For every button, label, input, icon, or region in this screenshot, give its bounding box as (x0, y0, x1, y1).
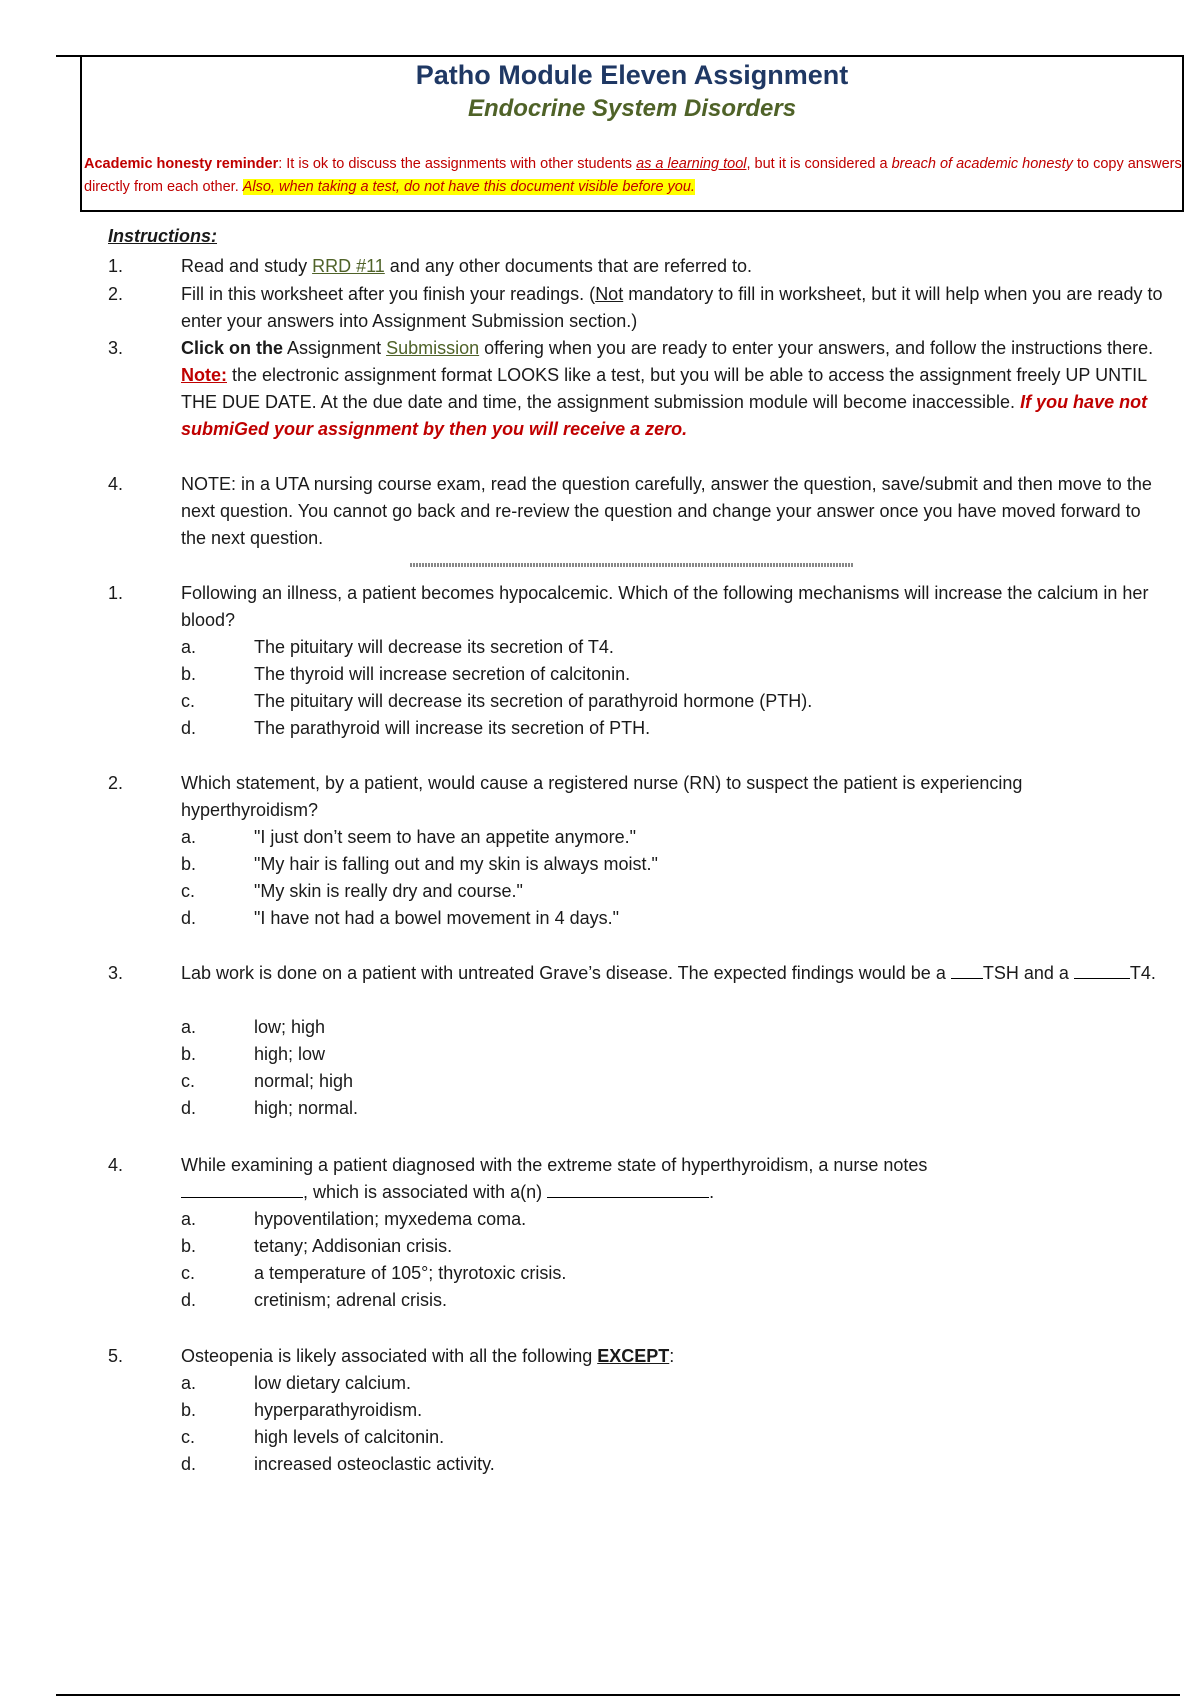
option-text: increased osteoclastic activity. (254, 1454, 495, 1474)
instruction-part: Fill in this worksheet after you finish your readings. ( (181, 284, 596, 304)
stem-part: . (709, 1182, 715, 1202)
instruction-warning: If you have not submiGed your assignment by then you will receive a zero. (181, 392, 1148, 439)
option-text: normal; high (254, 1071, 354, 1091)
instruction-part: and any other documents that are referred to. (384, 256, 753, 276)
instructions-heading: Instructions: (108, 226, 218, 246)
instruction-not: Not (595, 284, 624, 304)
question-number: 5. (108, 1346, 124, 1366)
answer-blank[interactable] (547, 1179, 709, 1198)
honesty-text-2: , but it is considered a (746, 156, 892, 172)
instruction-number: 1. (108, 256, 124, 276)
honesty-text-1: : It is ok to discuss the assignments with other students (278, 156, 637, 172)
instruction-note: Note: (181, 365, 227, 385)
option-text: cretinism; adrenal crisis. (254, 1290, 448, 1310)
question-number: 4. (108, 1155, 124, 1175)
instruction-text (181, 281, 1166, 335)
option-text: low dietary calcium. (254, 1373, 412, 1393)
question-stem (181, 1343, 1181, 1370)
instruction-number: 2. (108, 284, 124, 304)
option-text: The pituitary will decrease its secretion of parathyroid hormone (PTH). (254, 691, 813, 711)
option-letter: a. (181, 1373, 197, 1393)
option-letter: a. (181, 1209, 197, 1229)
question-stem (181, 960, 1181, 987)
option-letter: b. (181, 664, 197, 684)
stem-except: EXCEPT (597, 1346, 670, 1366)
page-title: Patho Module Eleven Assignment (415, 60, 849, 90)
question-number: 3. (108, 963, 124, 983)
option-text: The parathyroid will increase its secretion of PTH. (254, 718, 651, 738)
honesty-text-3: to copy answers directly from each other. (84, 156, 1182, 195)
option-letter: d. (181, 718, 197, 738)
option-letter: d. (181, 1454, 197, 1474)
option-text: high; normal. (254, 1098, 359, 1118)
answer-blank[interactable] (181, 1179, 303, 1198)
option-letter: d. (181, 908, 197, 928)
question-stem: Following an illness, a patient becomes hypocalcemic. Which of the following mechanisms will increase the calcium in her blood? (181, 583, 1149, 630)
option-text: The thyroid will increase secretion of calcitonin. (254, 664, 631, 684)
option-letter: c. (181, 1071, 196, 1091)
instruction-number: 3. (108, 338, 124, 358)
option-text: hyperparathyroidism. (254, 1400, 423, 1420)
question-number: 2. (108, 773, 124, 793)
submission-link[interactable]: Submission (386, 338, 480, 358)
honesty-label: Academic honesty reminder (84, 156, 279, 172)
answer-blank[interactable] (951, 960, 983, 979)
instruction-click: Click on the (181, 338, 284, 358)
option-text: "I just don’t seem to have an appetite anymore." (254, 827, 636, 847)
header-box (80, 55, 1184, 212)
instruction-part: Assignment (283, 338, 387, 358)
question-stem (181, 1152, 1181, 1206)
option-text: high; low (254, 1044, 326, 1064)
instruction-text: NOTE: in a UTA nursing course exam, read the question carefully, answer the question, save/submit and then move to the next question. You cannot go back and re-review the question and change your answer once you have moved forward to the next question. (181, 474, 1152, 548)
option-letter: b. (181, 1236, 197, 1256)
honesty-breach: breach of academic honesty (891, 156, 1073, 172)
option-letter: a. (181, 1017, 197, 1037)
stem-part: While examining a patient diagnosed with the extreme state of hyperthyroidism, a nurse notes (181, 1155, 928, 1175)
stem-part: Osteopenia is likely associated with all the following (181, 1346, 598, 1366)
option-text: tetany; Addisonian crisis. (254, 1236, 453, 1256)
stem-part: , which is associated with a(n) (303, 1182, 548, 1202)
separator-line (410, 563, 854, 567)
option-letter: a. (181, 637, 197, 657)
option-text: "My skin is really dry and course." (254, 881, 523, 901)
option-letter: c. (181, 1263, 196, 1283)
honesty-highlight: Also, when taking a test, do not have this document visible before you. (242, 179, 695, 195)
option-text: low; high (254, 1017, 326, 1037)
footer-line (56, 1694, 1180, 1696)
option-letter: c. (181, 1427, 196, 1447)
honesty-tool: as a learning tool (636, 156, 747, 172)
option-letter: b. (181, 1044, 197, 1064)
honesty-reminder (82, 153, 1186, 199)
instruction-number: 4. (108, 474, 124, 494)
corner-mark (56, 55, 82, 57)
stem-part: : (669, 1346, 675, 1366)
option-letter: c. (181, 881, 196, 901)
page-subtitle: Endocrine System Disorders (467, 95, 797, 122)
question-number: 1. (108, 583, 124, 603)
stem-part: T4. (1129, 963, 1156, 983)
option-letter: b. (181, 854, 197, 874)
instruction-part: Read and study (181, 256, 313, 276)
option-letter: a. (181, 827, 197, 847)
option-letter: c. (181, 691, 196, 711)
stem-part: TSH and a (982, 963, 1074, 983)
question-stem: Which statement, by a patient, would cause a registered nurse (RN) to suspect the patient is experiencing hyperthyroidism? (181, 773, 1023, 820)
instruction-text (181, 335, 1166, 443)
answer-blank[interactable] (1074, 960, 1130, 979)
instruction-part: offering when you are ready to enter your answers, and follow the instructions there. (479, 338, 1154, 358)
instruction-text (181, 253, 1166, 280)
option-text: The pituitary will decrease its secretion of T4. (254, 637, 614, 657)
option-text: a temperature of 105°; thyrotoxic crisis. (254, 1263, 567, 1283)
option-letter: d. (181, 1290, 197, 1310)
option-text: "My hair is falling out and my skin is always moist." (254, 854, 658, 874)
option-text: hypoventilation; myxedema coma. (254, 1209, 527, 1229)
stem-part: Lab work is done on a patient with untreated Grave’s disease. The expected findings would be a (181, 963, 951, 983)
option-text: "I have not had a bowel movement in 4 days." (254, 908, 619, 928)
instruction-part: the electronic assignment format LOOKS like a test, but you will be able to access the assignment freely UP UNTIL THE DUE DATE. At the due date and time, the assignment submission module will become inaccessible. (181, 365, 1147, 412)
option-text: high levels of calcitonin. (254, 1427, 445, 1447)
option-letter: b. (181, 1400, 197, 1420)
option-letter: d. (181, 1098, 197, 1118)
rrd-link[interactable]: RRD #11 (312, 256, 385, 276)
instruction-part: mandatory to fill in worksheet, but it will help when you are ready to enter your answers into Assignment Submission section.) (181, 284, 1163, 331)
